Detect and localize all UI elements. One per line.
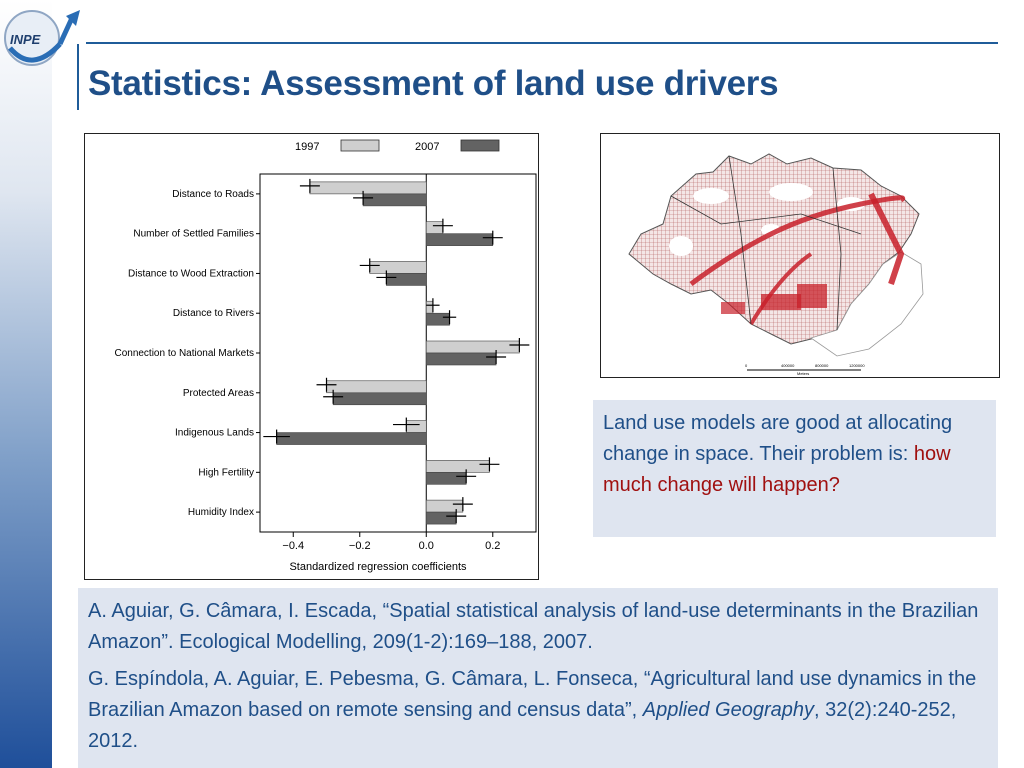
x-axis-label: Standardized regression coefficients xyxy=(289,561,467,573)
x-tick-label: −0.2 xyxy=(348,540,371,552)
reference-2-details: , 32(2):240-252, 2012. xyxy=(88,699,957,752)
bar-1997 xyxy=(406,421,426,433)
reference-2 xyxy=(88,664,988,757)
left-gradient-band xyxy=(0,0,52,768)
bar-1997 xyxy=(426,301,433,313)
category-label: Number of Settled Families xyxy=(133,228,254,240)
bar-2007 xyxy=(426,313,449,325)
note-text: Land use models are good at allocating change in space. Their problem is: xyxy=(603,412,953,465)
category-label: High Fertility xyxy=(198,467,254,479)
bar-1997 xyxy=(426,341,519,353)
bar-1997 xyxy=(426,460,489,472)
reference-1: A. Aguiar, G. Câmara, I. Escada, “Spatial statistical analysis of land-use determinants in the Brazilian Amazon”. Ecological Modelling, 209(1-2):169–188, 2007. xyxy=(88,600,979,653)
inpe-logo-icon xyxy=(2,4,86,70)
bar-2007 xyxy=(426,234,493,246)
bar-2007 xyxy=(426,353,496,365)
x-tick-label: −0.4 xyxy=(282,540,305,552)
regression-chart xyxy=(84,133,539,580)
references-box xyxy=(78,588,998,768)
map-scale-label-0: 0 xyxy=(745,363,748,368)
title-accent-rule xyxy=(77,44,79,110)
bar-2007 xyxy=(363,194,426,206)
page-title: Statistics: Assessment of land use drivers xyxy=(88,64,779,103)
logo-text: INPE xyxy=(10,32,41,47)
map-scale-label-2: 800000 xyxy=(815,363,829,368)
legend-swatch-2007 xyxy=(461,140,499,151)
bar-1997 xyxy=(426,500,463,512)
bar-2007 xyxy=(277,433,427,445)
map-scale-label-1: 400000 xyxy=(781,363,795,368)
legend-label-2007: 2007 xyxy=(415,141,440,153)
map-scale-label-3: 1200000 xyxy=(849,363,865,368)
note-highlight: how much change will happen? xyxy=(603,443,951,496)
category-label: Humidity Index xyxy=(187,507,254,519)
deforestation-map xyxy=(600,133,1000,378)
category-label: Distance to Rivers xyxy=(172,308,254,320)
bar-2007 xyxy=(386,273,426,285)
bar-1997 xyxy=(370,261,427,273)
bar-2007 xyxy=(426,512,456,524)
legend-swatch-1997 xyxy=(341,140,379,151)
category-label: Protected Areas xyxy=(182,387,254,399)
x-tick-label: 0.0 xyxy=(418,540,434,552)
header-rule xyxy=(86,42,998,44)
category-label: Indigenous Lands xyxy=(175,427,254,439)
x-tick-label: 0.2 xyxy=(485,540,501,552)
bar-1997 xyxy=(310,182,426,194)
chart-svg xyxy=(85,134,538,579)
bar-2007 xyxy=(333,393,426,405)
category-label: Distance to Wood Extraction xyxy=(128,268,254,280)
bar-1997 xyxy=(426,222,443,234)
bar-1997 xyxy=(327,381,427,393)
category-label: Distance to Roads xyxy=(172,188,254,200)
reference-2-journal: Applied Geography xyxy=(642,699,815,721)
bar-2007 xyxy=(426,472,466,484)
reference-2-authors: G. Espíndola, A. Aguiar, E. Pebesma, G. Câmara, L. Fonseca, “Agricultural land use dynamics in the Brazilian Amazon based on remote sensing and census data”, xyxy=(88,668,977,721)
legend-label-1997: 1997 xyxy=(295,141,320,153)
amazon-map-image xyxy=(601,134,999,377)
map-scale-unit: Meters xyxy=(797,371,810,376)
category-label: Connection to National Markets xyxy=(114,348,254,359)
note-box xyxy=(593,400,996,537)
